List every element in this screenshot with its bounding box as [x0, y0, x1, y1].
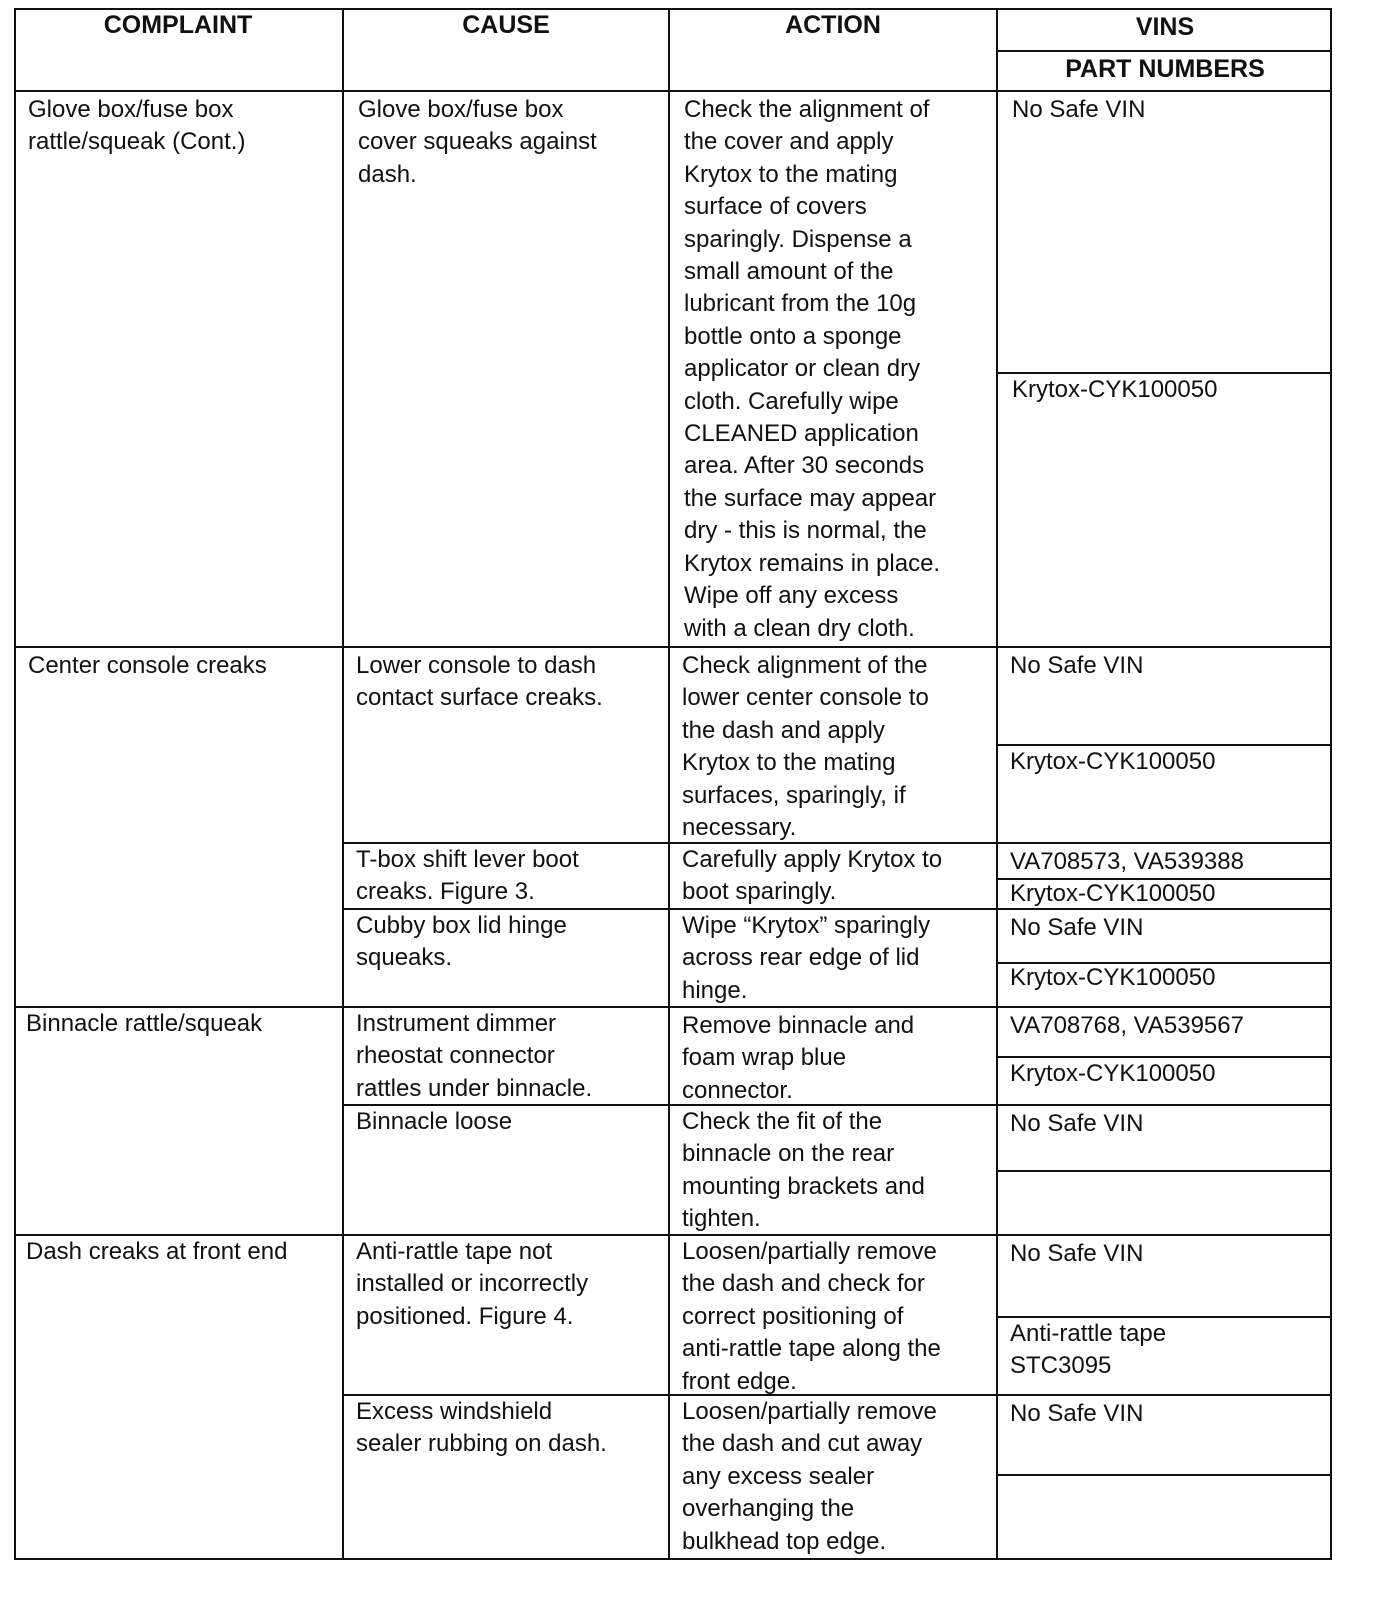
vin-cell: No Safe VIN	[1010, 914, 1144, 941]
header-action: ACTION	[785, 11, 881, 39]
table-bottom-border	[14, 1558, 1332, 1560]
action-cell: Loosen/partially remove the dash and check for correct positioning of anti-rattle tape along the front edge.	[682, 1238, 941, 1395]
cause-cell: Cubby box lid hinge squeaks.	[356, 912, 567, 972]
part-number-cell: Krytox-CYK100050	[1010, 964, 1216, 991]
column-divider-3	[996, 8, 998, 1560]
complaint-cell: Dash creaks at front end	[26, 1238, 288, 1265]
action-cell: Remove binnacle and foam wrap blue connector.	[682, 1012, 915, 1104]
action-cell: Carefully apply Krytox to boot sparingly.	[682, 846, 943, 906]
part-number-cell: Krytox-CYK100050	[1010, 1060, 1216, 1087]
cause-cell: T-box shift lever boot creaks. Figure 3.	[356, 846, 579, 906]
header-bottom-border	[14, 90, 1332, 92]
header-cause: CAUSE	[462, 11, 550, 39]
header-complaint: COMPLAINT	[103, 11, 253, 39]
part-number-cell: Krytox-CYK100050	[1010, 748, 1216, 775]
vin-cell: No Safe VIN	[1010, 1240, 1144, 1267]
vin-cell: No Safe VIN	[1010, 1400, 1144, 1427]
column-divider-2	[668, 8, 670, 1560]
vin-cell: VA708768, VA539567	[1010, 1012, 1244, 1039]
vin-cell: VA708573, VA539388	[1010, 848, 1244, 875]
cause-cell: Lower console to dash contact surface creaks.	[356, 652, 603, 712]
complaint-cell: Center console creaks	[28, 652, 267, 679]
vin-cell: No Safe VIN	[1010, 1110, 1144, 1137]
complaint-table	[14, 8, 1354, 1594]
action-cell: Check the fit of the binnacle on the rear mounting brackets and tighten.	[682, 1108, 925, 1233]
table-right-border	[1330, 8, 1332, 1560]
cause-cell: Anti-rattle tape not installed or incorrectly positioned. Figure 4.	[356, 1238, 589, 1330]
row-separator	[14, 646, 1332, 648]
cause-cell: Binnacle loose	[356, 1108, 513, 1135]
part-number-cell: Krytox-CYK100050	[1010, 880, 1216, 907]
header-vins: VINS	[1135, 13, 1195, 41]
complaint-cell: Glove box/fuse box rattle/squeak (Cont.)	[28, 96, 246, 156]
vin-part-separator	[998, 1170, 1332, 1172]
part-number-cell: Anti-rattle tape STC3095	[1010, 1320, 1167, 1380]
complaint-cell: Binnacle rattle/squeak	[26, 1010, 263, 1037]
vins-part-divider	[998, 50, 1332, 52]
table-left-border	[14, 8, 16, 1560]
cause-cell: Excess windshield sealer rubbing on dash.	[356, 1398, 607, 1458]
cause-cell: Glove box/fuse box cover squeaks against dash.	[358, 96, 597, 188]
column-divider-1	[342, 8, 344, 1560]
header-part-numbers: PART NUMBERS	[1065, 55, 1265, 83]
action-cell: Wipe “Krytox” sparingly across rear edge of lid hinge.	[682, 912, 931, 1004]
action-cell: Check the alignment of the cover and apply Krytox to the mating surface of covers sparingly. Dispense a small amount of the lubricant from the 10g bottle onto a sponge applicator or clean dry cloth. Carefully wipe CLEANED application area. After 30 seconds the surface may appear dry - this is normal, the Krytox remains in place. Wipe off any excess with a clean dry cloth.	[684, 96, 941, 642]
action-cell: Loosen/partially remove the dash and cut away any excess sealer overhanging the bulkhead top edge.	[682, 1398, 937, 1555]
part-number-cell: Krytox-CYK100050	[1012, 376, 1218, 403]
vin-cell: No Safe VIN	[1010, 652, 1144, 679]
action-cell: Check alignment of the lower center console to the dash and apply Krytox to the mating surfaces, sparingly, if necessary.	[682, 652, 929, 842]
vin-cell: No Safe VIN	[1012, 96, 1146, 123]
cause-cell: Instrument dimmer rheostat connector rattles under binnacle.	[356, 1010, 593, 1102]
vin-part-separator	[998, 1474, 1332, 1476]
